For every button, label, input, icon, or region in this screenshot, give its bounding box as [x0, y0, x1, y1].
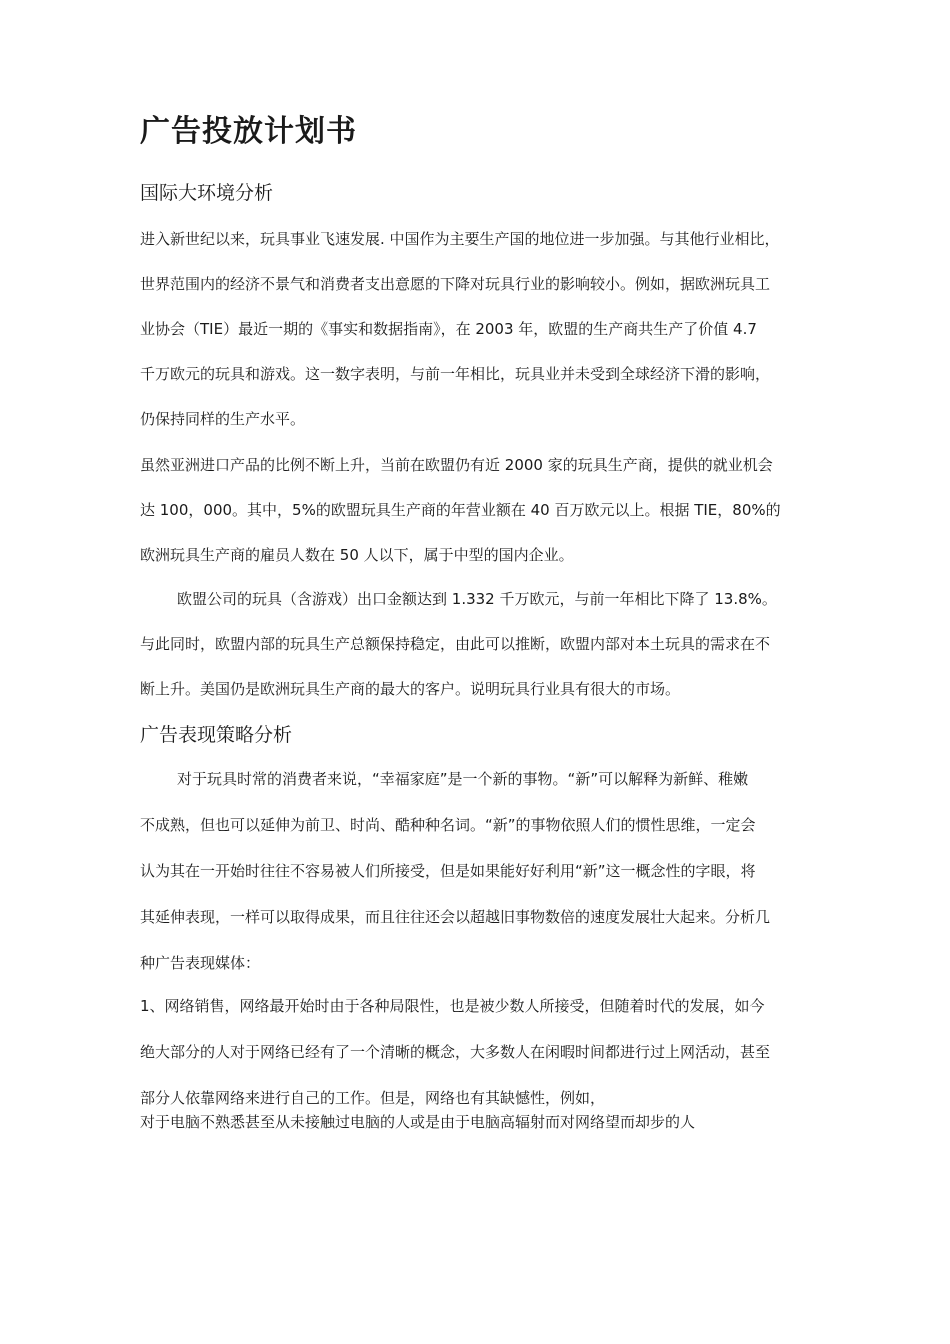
- paragraph-offline-audience: [140, 1110, 830, 1134]
- paragraph-line: 不成熟，但也可以延伸为前卫、时尚、酷种种名词。“新”的事物依照人们的惯性思维，一定会: [140, 816, 756, 834]
- paragraph-line: 绝大部分的人对于网络已经有了一个清晰的概念，大多数人在闲暇时间都进行过上网活动，甚至: [140, 1043, 771, 1061]
- paragraph-eu-exports: [140, 577, 830, 712]
- paragraph-line: 与此同时，欧盟内部的玩具生产总额保持稳定，由此可以推断，欧盟内部对本土玩具的需求在不: [140, 635, 771, 653]
- paragraph-line: 欧盟公司的玩具（含游戏）出口金额达到 1.332 千万欧元，与前一年相比下降了 13.8%。: [177, 590, 777, 608]
- paragraph-line: 部分人依靠网络来进行自己的工作。但是，网络也有其缺憾性，例如，: [140, 1089, 606, 1107]
- paragraph-line: 种广告表现媒体：: [140, 954, 261, 972]
- section-heading-ad-strategy: 广告表现策略分析: [140, 724, 293, 746]
- paragraph-online-sales: [140, 983, 830, 1121]
- document-title: 广告投放计划书: [140, 114, 357, 149]
- paragraph-line: 虽然亚洲进口产品的比例不断上升，当前在欧盟仍有近 2000 家的玩具生产商，提供的就业机会: [140, 456, 773, 474]
- section-heading-international-environment: 国际大环境分析: [140, 182, 274, 204]
- paragraph-line: 仍保持同样的生产水平。: [140, 410, 306, 428]
- paragraph-line: 达 100，000。其中，5%的欧盟玩具生产商的年营业额在 40 百万欧元以上。根据 TIE，80%的: [140, 501, 781, 519]
- paragraph-line: 1、网络销售，网络最开始时由于各种局限性，也是被少数人所接受，但随着时代的发展，如今: [140, 997, 765, 1015]
- paragraph-line: 认为其在一开始时往往不容易被人们所接受，但是如果能好好利用“新”这一概念性的字眼，将: [140, 862, 756, 880]
- paragraph-line: 其延伸表现，一样可以取得成果，而且往往还会以超越旧事物数倍的速度发展壮大起来。分析几: [140, 908, 771, 926]
- paragraph-line: 欧洲玩具生产商的雇员人数在 50 人以下，属于中型的国内企业。: [140, 546, 574, 564]
- paragraph-line: 世界范围内的经济不景气和消费者支出意愿的下降对玩具行业的影响较小。例如，据欧洲玩具工: [140, 275, 771, 293]
- paragraph-line: 对于玩具时常的消费者来说，“幸福家庭”是一个新的事物。“新”可以解释为新鲜、稚嫩: [177, 770, 749, 788]
- paragraph-toy-industry-growth: [140, 217, 830, 442]
- paragraph-line: 对于电脑不熟悉甚至从未接触过电脑的人或是由于电脑高辐射而对网络望而却步的人: [140, 1113, 696, 1131]
- paragraph-line: 业协会（TIE）最近一期的《事实和数据指南》，在 2003 年，欧盟的生产商共生产了价值 4.7: [140, 320, 757, 338]
- paragraph-eu-producers: [140, 443, 830, 578]
- paragraph-happy-family-concept: [140, 756, 830, 986]
- paragraph-line: 千万欧元的玩具和游戏。这一数字表明，与前一年相比，玩具业并未受到全球经济下滑的影响，: [140, 365, 771, 383]
- paragraph-line: 进入新世纪以来，玩具事业飞速发展. 中国作为主要生产国的地位进一步加强。与其他行业相比，: [140, 230, 780, 248]
- paragraph-line: 断上升。美国仍是欧洲玩具生产商的最大的客户。说明玩具行业具有很大的市场。: [140, 680, 681, 698]
